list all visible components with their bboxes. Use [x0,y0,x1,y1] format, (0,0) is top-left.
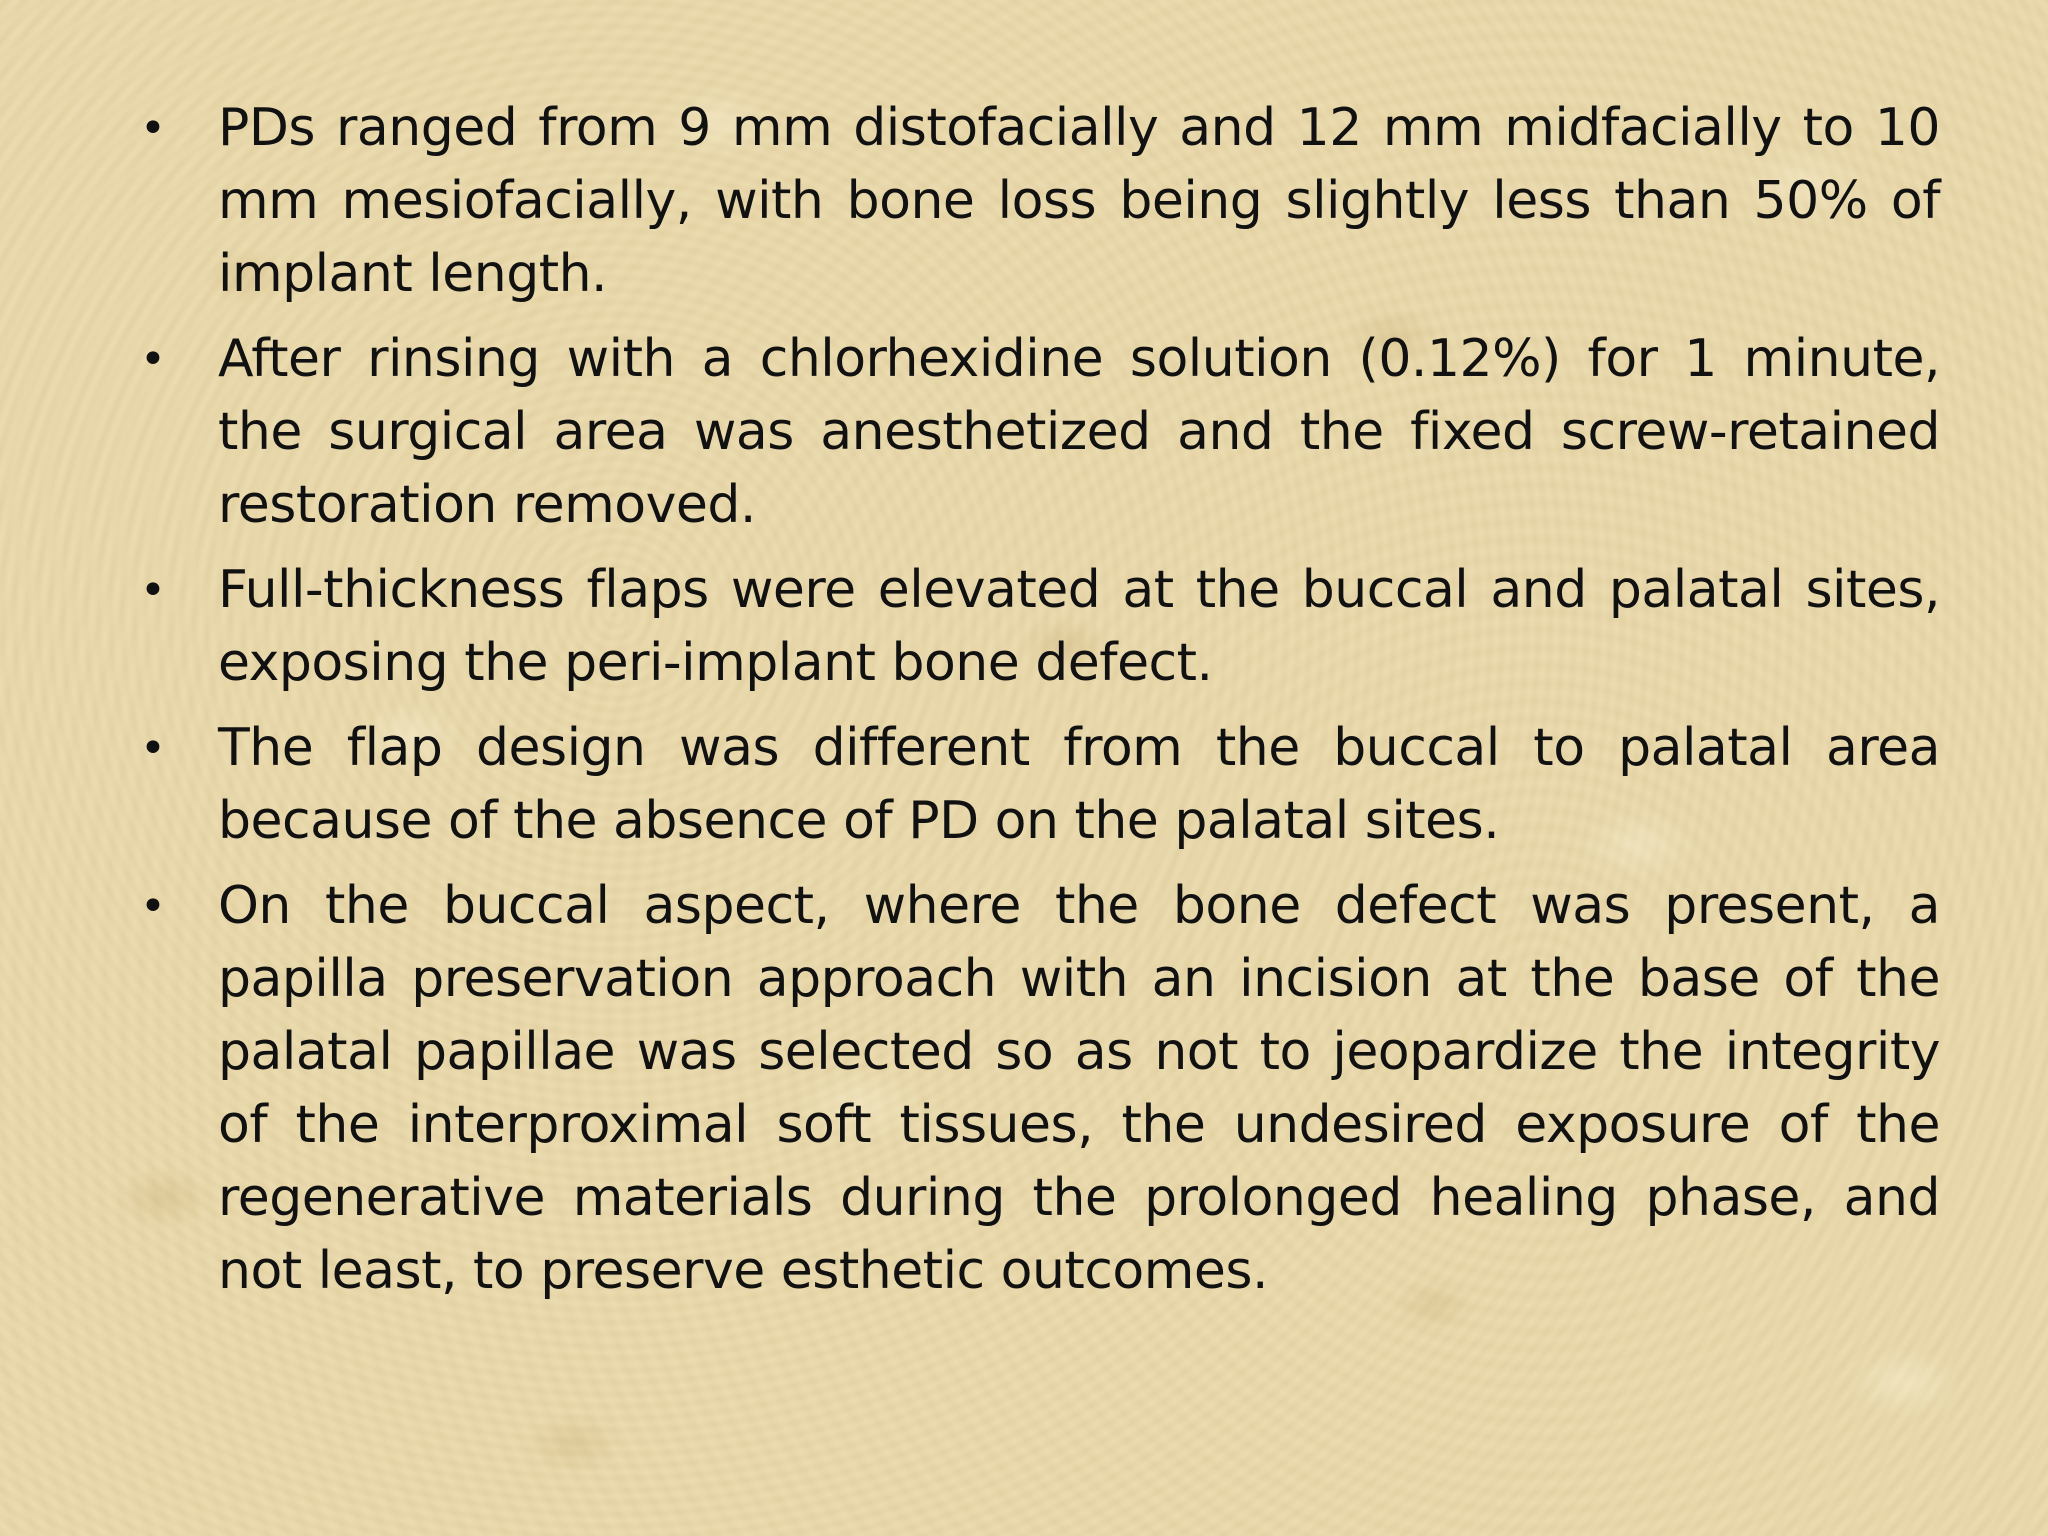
bullet-icon: • [140,881,166,932]
bullet-icon: • [140,723,166,774]
bullet-item [140,712,1940,858]
bullet-icon: • [140,565,166,616]
bullet-item [140,870,1940,1308]
bullet-text: The flap design was different from the buccal to palatal area because of the absence of PD on the palatal sites. [218,718,1940,851]
bullet-icon: • [140,334,166,385]
bullet-text: After rinsing with a chlorhexidine solution (0.12%) for 1 minute, the surgical area was anesthetized and the fixed screw-retained restoration removed. [218,329,1940,535]
bullet-item [140,92,1940,311]
bullet-item [140,554,1940,700]
bullet-text: On the buccal aspect, where the bone defect was present, a papilla preservation approach with an incision at the base of the palatal papillae was selected so as not to jeopardize the integrity of the interproximal soft tissues, the undesired exposure of the regenerative materials during the prolonged healing phase, and not least, to preserve esthetic outcomes. [218,876,1940,1301]
bullet-text: PDs ranged from 9 mm distofacially and 12 mm midfacially to 10 mm mesiofacially, with bone loss being slightly less than 50% of implant length. [218,98,1940,304]
bullet-list [140,92,1940,1320]
bullet-icon: • [140,103,166,154]
bullet-text: Full-thickness flaps were elevated at the buccal and palatal sites, exposing the peri-implant bone defect. [218,560,1940,693]
bullet-item [140,323,1940,542]
